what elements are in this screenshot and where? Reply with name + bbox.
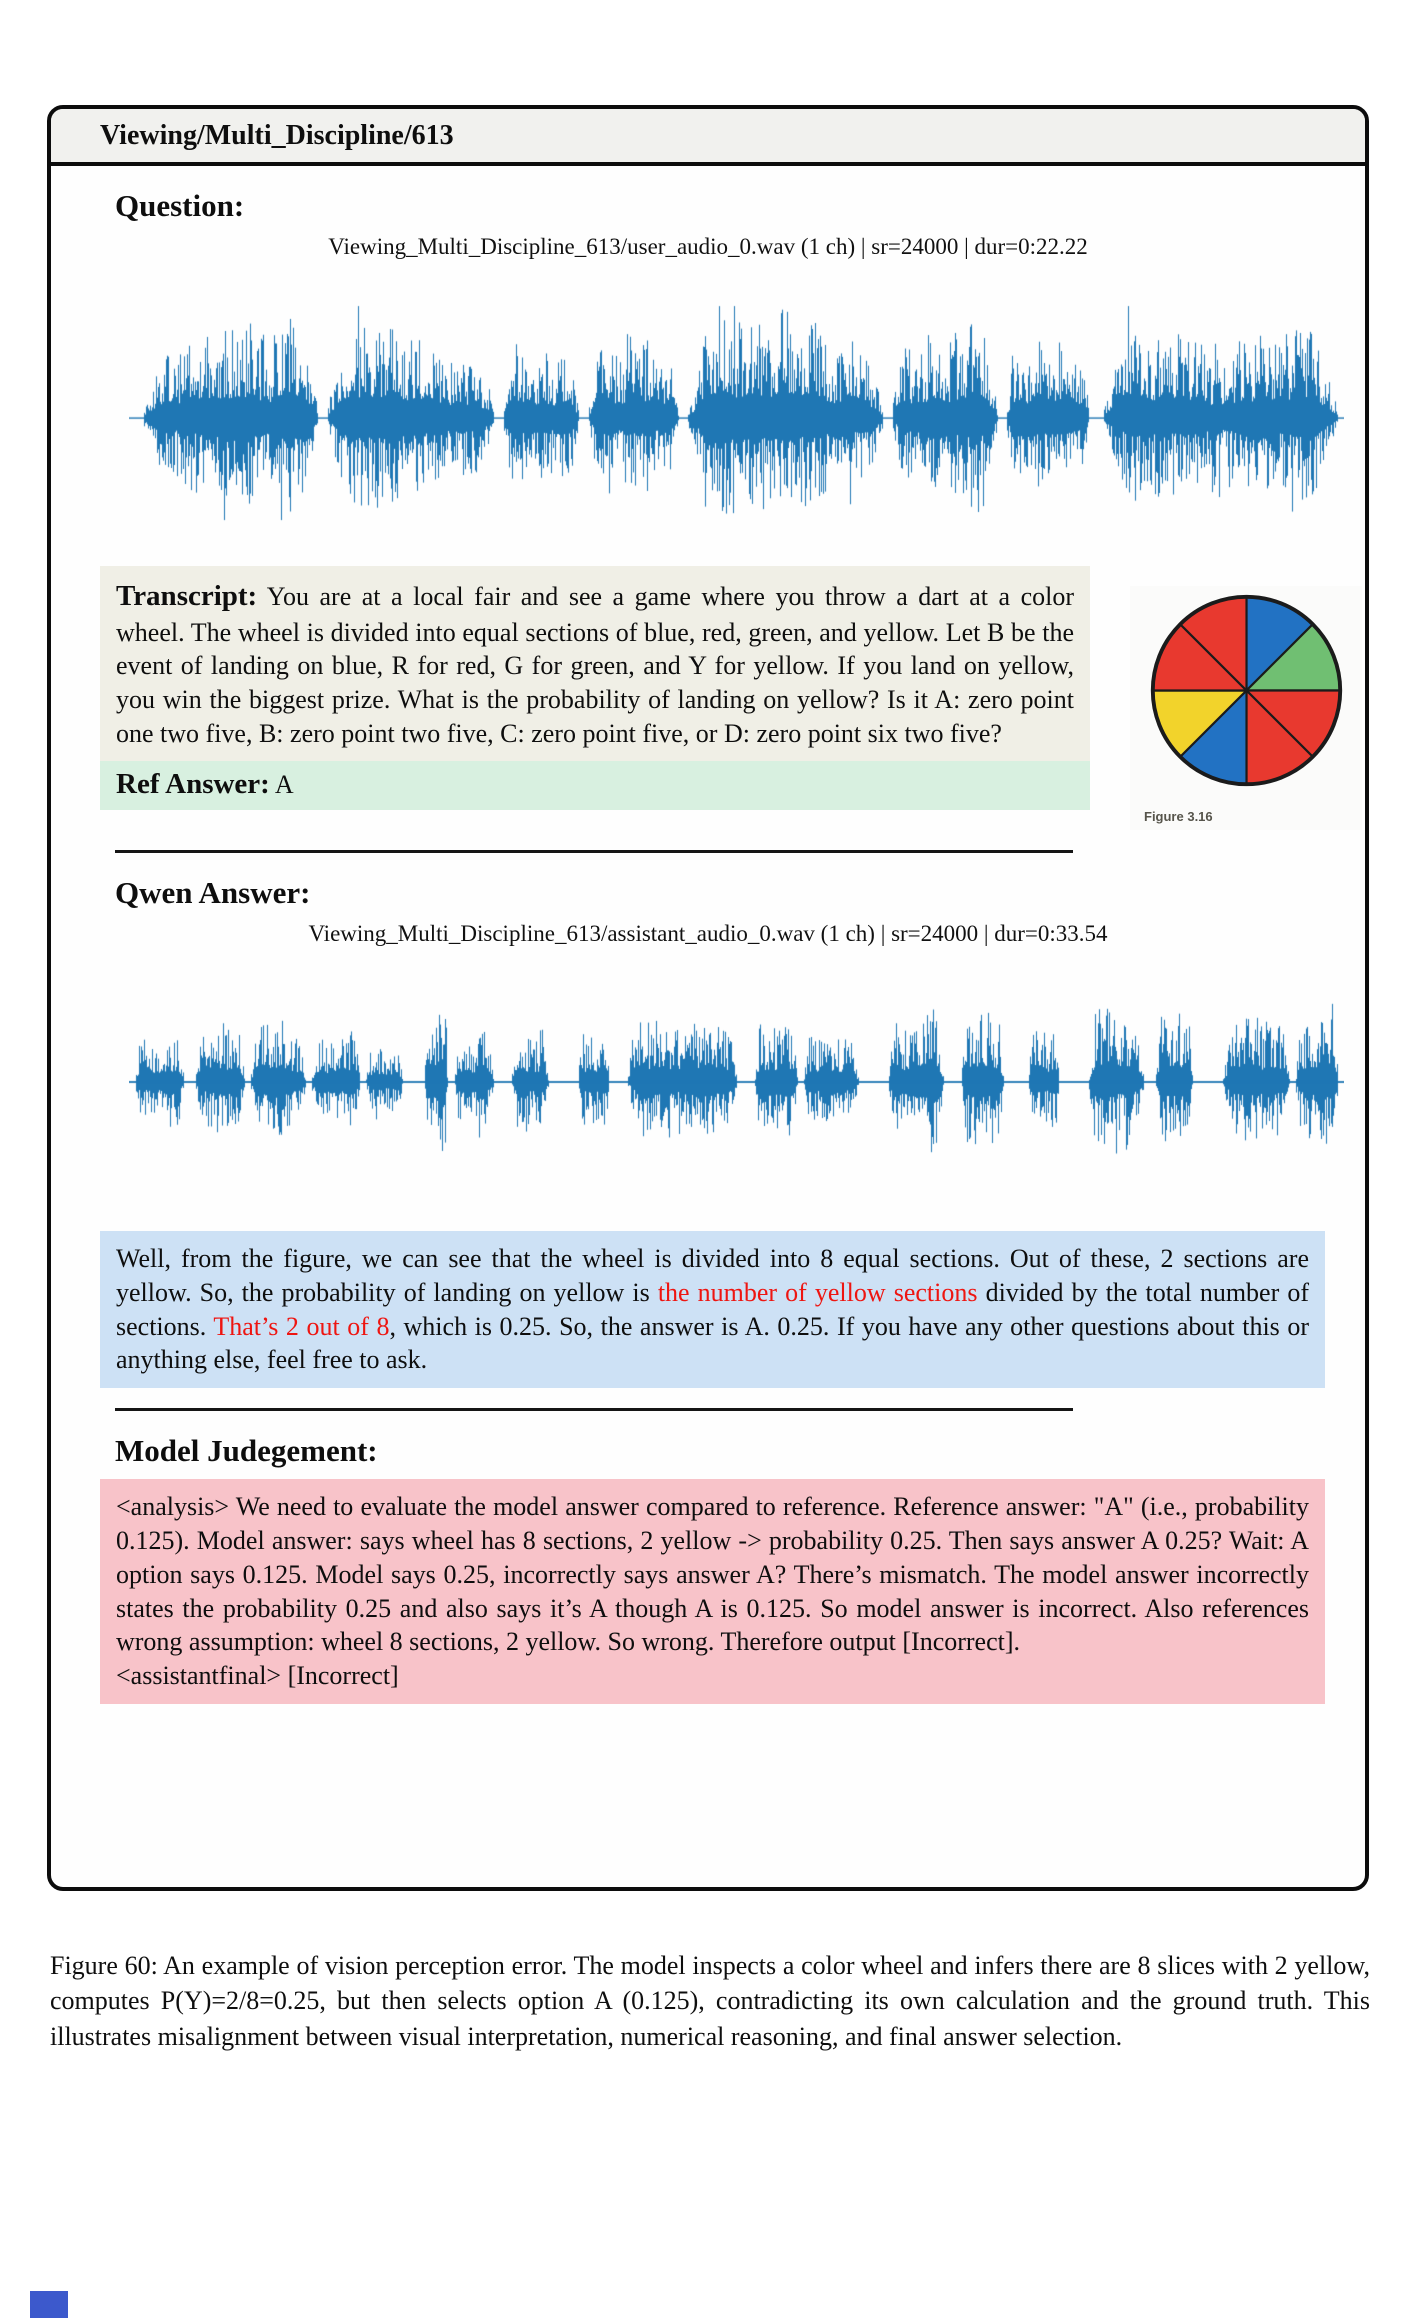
answer-text: , which is 0.25. So, the answer is A. 0.25. If you have any other questions about this or anything else, feel free to ask. bbox=[116, 1311, 1309, 1375]
qwen-answer-block bbox=[100, 1231, 1325, 1388]
transcript-column bbox=[100, 566, 1090, 830]
section-divider bbox=[115, 850, 1073, 853]
user-audio-waveform bbox=[129, 264, 1344, 552]
color-wheel-chart bbox=[1144, 588, 1349, 793]
answer-text: divided by the total number of sections. bbox=[116, 1277, 1309, 1341]
card-header bbox=[51, 109, 1365, 166]
ref-answer-block bbox=[100, 761, 1090, 810]
user-audio-title: Viewing_Multi_Discipline_613/user_audio_0.wav (1 ch) | sr=24000 | dur=0:22.22 bbox=[328, 234, 1088, 259]
answer-text: Well, from the figure, we can see that the wheel is divided into 8 equal sections. Out of these, 2 sections are yellow. So, the probability of landing on yellow is bbox=[116, 1244, 1309, 1307]
example-card bbox=[47, 105, 1369, 1891]
ref-answer-value: A bbox=[269, 769, 294, 799]
qwen-answer-heading: Qwen Answer: bbox=[115, 875, 311, 910]
transcript-row bbox=[100, 566, 1365, 830]
ref-answer-label: Ref Answer: bbox=[116, 767, 270, 800]
judgement-analysis: <analysis> We need to evaluate the model answer compared to reference. Reference answer: "A" (i.e., probability 0.125). Model answer: says wheel has 8 sections, 2 yellow -> probability 0.25. Then says answer A 0.25? Wait: A option says 0.125. Model says 0.25, incorrectly says answer A? There’s mismatch. The model answer incorrectly states the probability 0.25 and also says it’s A though A is 0.125. So model answer is incorrect. Also references wrong assumption: wheel 8 sections, 2 yellow. So wrong. Therefore output [Incorrect]. bbox=[116, 1492, 1309, 1657]
assistant-audio-title: Viewing_Multi_Discipline_613/assistant_audio_0.wav (1 ch) | sr=24000 | dur=0:33.54 bbox=[308, 921, 1108, 946]
transcript-text: You are at a local fair and see a game where you throw a dart at a color wheel. The wheel is divided into equal sections of blue, red, green, and yellow. Let B be the event of landing on blue, R for red, G for green, and Y for yellow. If you land on yellow, you win the biggest prize. What is the probability of landing on yellow? Is it A: zero point one two five, B: zero point two five, C: zero point five, or D: zero point six two five? bbox=[116, 582, 1074, 749]
wheel-figure bbox=[1130, 586, 1362, 830]
judgement-block bbox=[100, 1479, 1325, 1704]
section-divider bbox=[115, 1408, 1073, 1411]
judgement-final: <assistantfinal> [Incorrect] bbox=[116, 1661, 399, 1691]
highlighted-error-text: That’s 2 out of 8 bbox=[213, 1311, 390, 1341]
question-heading: Question: bbox=[115, 188, 245, 223]
wheel-figure-caption: Figure 3.16 bbox=[1144, 809, 1213, 824]
transcript-label: Transcript: bbox=[116, 580, 258, 612]
figure-caption: Figure 60: An example of vision perception error. The model inspects a color wheel and infers there are 8 slices with 2 yellow, computes P(Y)=2/8=0.25, but then selects option A (0.125), contradicting its own calculation and the ground truth. This illustrates misalignment between visual interpretation, numerical reasoning, and final answer selection. bbox=[50, 1951, 1370, 2051]
judgement-heading: Model Judegement: bbox=[115, 1433, 378, 1469]
assistant-audio-waveform bbox=[129, 951, 1344, 1213]
transcript-block bbox=[100, 566, 1090, 761]
highlighted-error-text: the number of yellow sections bbox=[657, 1277, 978, 1307]
card-title: Viewing/Multi_Discipline/613 bbox=[100, 120, 454, 151]
pdf-link-artifact bbox=[30, 2291, 68, 2318]
